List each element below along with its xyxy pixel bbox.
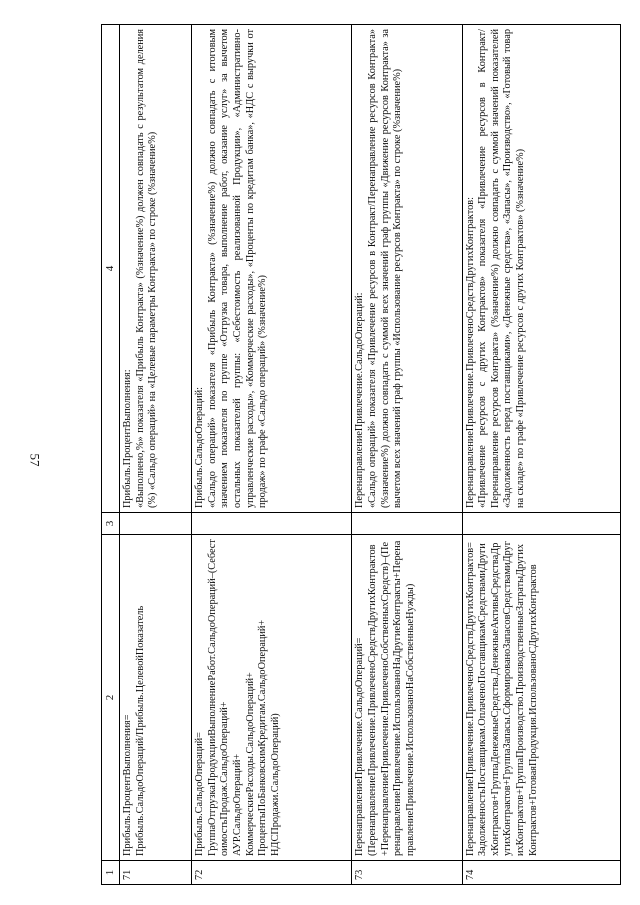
description-cell: Прибыль.ПроцентВыполнения: «Выполнено,%» показателя «Прибыль Контракта» (%значение%) должен совпадать с результатом деления (%) «Сальдо операций» на «Целевые параметры Контракта» по строке (%значение%): [120, 25, 192, 513]
empty-cell: [462, 513, 620, 535]
table-row: [192, 25, 352, 885]
table-row: [462, 25, 620, 885]
row-number: 74: [462, 861, 620, 885]
table-header-row: [102, 25, 120, 885]
empty-cell: [352, 513, 462, 535]
formula-cell: ПеренаправлениеПривлечение.ПривлеченоСредствДругихКонтрактов=ЗадолженностьПоставщикам.ОплаченоПоставщикамСредствамиДругихКонтрактов+ГруппаДенежныеСредства.ДенежныеАктивыСредстваДругихКонтрактов+ГруппаЗапасы.СформированоЗапасовСредствамиДругихКонтрактов+ГруппаПроизводство.ПроизводственныеЗатратыДругихКонтрактов+ГотоваяПродукция.ИспользованоСДругихКонтрактов: [462, 535, 620, 861]
row-number: 71: [120, 861, 192, 885]
formula-cell: Прибыль.ПроцентВыполнения= Прибыль.СальдоОпераций/Прибыль.ЦелевойПоказатель: [120, 535, 192, 861]
empty-cell: [192, 513, 352, 535]
column-header-3: 3: [102, 513, 120, 535]
description-cell: ПеренаправлениеПривлечение.СальдоОпераций: «Сальдо операций» показателя «Привлечение ресурсов в Контракт/Перенаправление ресурсов Контракта» (%значение%) должно совпадать с суммой всех значений граф группы «Движение ресурсов Контракта» за вычетом всех значений граф группы «Использование ресурсов Контракта» по строке (%значение%): [352, 25, 462, 513]
empty-cell: [120, 513, 192, 535]
rotated-table-container: [101, 25, 621, 885]
column-header-4: 4: [102, 25, 120, 513]
table-row: [120, 25, 192, 885]
description-cell: ПеренаправлениеПривлечение.ПривлеченоСредствДругихКонтрактов: «Привлечение ресурсов с других Контрактов» показателя «Привлечение ресурсов в Контракт/Перенаправление ресурсов Контракта» (%значение%) должно совпадать с суммой значений показателей «Задолженность перед поставщиками», «Денежные средства», «Запасы», «Производство», «Готовый товар на складе» по графе «Привлечение ресурсов с других Контрактов» (%значение%): [462, 25, 620, 513]
page-number: 57: [27, 453, 43, 467]
description-cell: Прибыль.СальдоОпераций: «Сальдо операций» показателя «Прибыль Контракта» (%значение%) должно совпадать с итоговым значением показателя по группе «Отгрузка товара, выполнение работ, оказание услуг» за вычетом остальных показателей группы: «Себестоимость реализованной Продукции», «Административно-управленческие расходы», «Коммерческие расходы», «Проценты по кредитам банка», «НДС с выручки от продаж» по графе «Сальдо операций» (%значение%): [192, 25, 352, 513]
row-number: 72: [192, 861, 352, 885]
table-row: [352, 25, 462, 885]
column-header-2: 2: [102, 535, 120, 861]
row-number: 73: [352, 861, 462, 885]
formula-cell: Прибыль.СальдоОпераций= ГруппаОтгрузкаПродукцииВыполнениеРабот.СальдоОпераций–(СебестоимостьПродаж.СальдоОпераций+ АУР.СальдоОпераций+ КоммерческиеРасходы.СальдоОпераций+ ПроцентыПоБанковскимКредитам.СальдоОпераций+ НДСПродажи.СальдоОпераций): [192, 535, 352, 861]
column-header-1: 1: [102, 861, 120, 885]
validation-rules-table: [101, 24, 621, 885]
formula-cell: ПеренаправлениеПривлечение.СальдоОпераций= (ПеренаправлениеПривлечение.ПривлеченоСредствДругихКонтрактов+ПеренаправлениеПривлечение.ПривлеченоСобственныхСредств)–(ПеренаправлениеПривлечение.ИспользованоНаДругиеКонтракты+ПеренаправлениеПривлечение.ИспользованоНаСобственныеНужды): [352, 535, 462, 861]
